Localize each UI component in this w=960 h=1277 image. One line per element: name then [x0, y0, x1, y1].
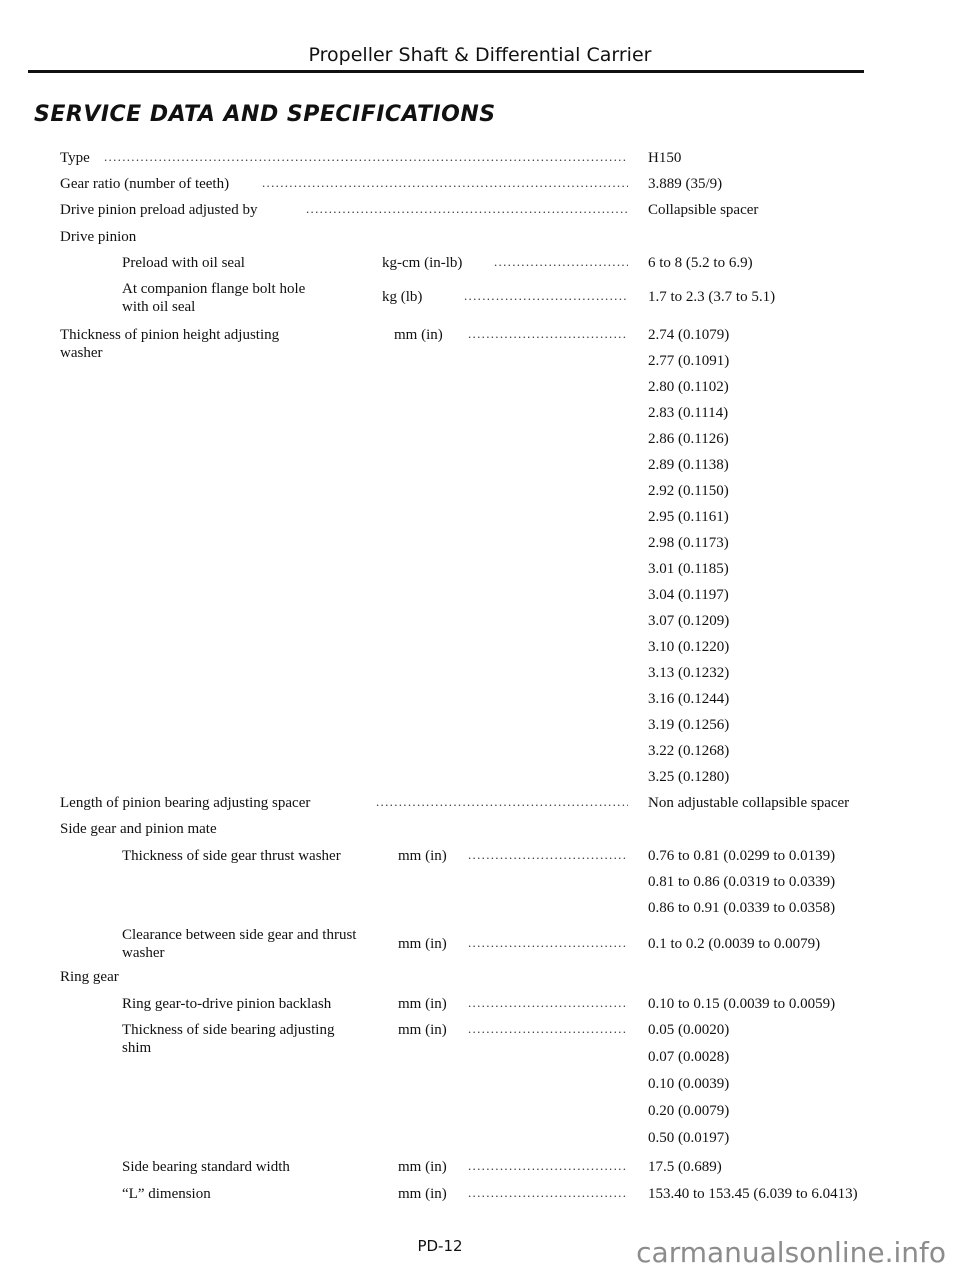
watermark: carmanualsonline.info: [636, 1236, 946, 1269]
label-companion-flange: At companion flange bolt hole: [122, 281, 306, 297]
unit-thrust-washer: mm (in): [398, 848, 447, 864]
value-pinion-washer-6: 2.89 (0.1138): [648, 457, 729, 473]
value-pinion-washer-11: 3.04 (0.1197): [648, 587, 729, 603]
label-drive-pinion: Drive pinion: [60, 229, 137, 245]
label-pinion-height-washer-line2: washer: [60, 345, 103, 361]
leader-dots: [468, 1021, 628, 1039]
value-pinion-washer-3: 2.80 (0.1102): [648, 379, 729, 395]
value-l-dimension: 153.40 to 153.45 (6.039 to 6.0413): [648, 1186, 858, 1202]
leader-dots: [494, 254, 628, 272]
label-gear-ratio: Gear ratio (number of teeth): [60, 176, 230, 192]
unit-companion-flange: kg (lb): [382, 289, 423, 305]
value-pinion-washer-1: 2.74 (0.1079): [648, 327, 730, 343]
value-gear-ratio: 3.889 (35/9): [648, 176, 723, 192]
unit-shim: mm (in): [398, 1022, 447, 1038]
value-pinion-washer-2: 2.77 (0.1091): [648, 353, 730, 369]
value-type: H150: [648, 150, 682, 166]
value-thrust-washer-1: 0.76 to 0.81 (0.0299 to 0.0139): [648, 848, 836, 864]
label-ring-gear: Ring gear: [60, 969, 119, 985]
leader-dots: [262, 175, 628, 193]
value-pinion-washer-16: 3.19 (0.1256): [648, 717, 730, 733]
value-shim-2: 0.07 (0.0028): [648, 1049, 730, 1065]
unit-l-dimension: mm (in): [398, 1186, 447, 1202]
value-pinion-washer-18: 3.25 (0.1280): [648, 769, 730, 785]
label-backlash: Ring gear-to-drive pinion backlash: [122, 996, 332, 1012]
value-pinion-washer-10: 3.01 (0.1185): [648, 561, 729, 577]
value-pinion-washer-4: 2.83 (0.1114): [648, 405, 729, 421]
value-clearance: 0.1 to 0.2 (0.0039 to 0.0079): [648, 936, 821, 952]
label-shim-line2: shim: [122, 1040, 152, 1056]
value-pinion-washer-5: 2.86 (0.1126): [648, 431, 729, 447]
value-shim-3: 0.10 (0.0039): [648, 1076, 730, 1092]
leader-dots: [468, 847, 628, 865]
label-clearance-line2: washer: [122, 945, 165, 961]
value-pinion-washer-8: 2.95 (0.1161): [648, 509, 729, 525]
value-backlash: 0.10 to 0.15 (0.0039 to 0.0059): [648, 996, 836, 1012]
unit-pinion-height-washer: mm (in): [394, 327, 443, 343]
value-pinion-washer-14: 3.13 (0.1232): [648, 665, 730, 681]
value-pinion-washer-9: 2.98 (0.1173): [648, 535, 729, 551]
label-preload-oil-seal: Preload with oil seal: [122, 255, 245, 271]
label-shim: Thickness of side bearing adjusting: [122, 1022, 335, 1038]
unit-bearing-width: mm (in): [398, 1159, 447, 1175]
header-rule: [28, 70, 864, 73]
leader-dots: [468, 935, 628, 953]
label-clearance: Clearance between side gear and thrust: [122, 927, 357, 943]
value-thrust-washer-2: 0.81 to 0.86 (0.0319 to 0.0339): [648, 874, 836, 890]
unit-preload-oil-seal: kg-cm (in-lb): [382, 255, 463, 271]
label-preload-adjusted-by: Drive pinion preload adjusted by: [60, 202, 258, 218]
value-pinion-washer-12: 3.07 (0.1209): [648, 613, 730, 629]
leader-dots: [468, 1158, 628, 1176]
label-companion-flange-line2: with oil seal: [122, 299, 196, 315]
value-companion-flange: 1.7 to 2.3 (3.7 to 5.1): [648, 289, 776, 305]
label-thrust-washer: Thickness of side gear thrust washer: [122, 848, 341, 864]
value-shim-5: 0.50 (0.0197): [648, 1130, 730, 1146]
section-title: SERVICE DATA AND SPECIFICATIONS: [34, 102, 496, 127]
leader-dots: [468, 326, 628, 344]
label-spacer-length: Length of pinion bearing adjusting spacer: [60, 795, 311, 811]
value-preload-adjusted-by: Collapsible spacer: [648, 202, 759, 218]
value-pinion-washer-13: 3.10 (0.1220): [648, 639, 730, 655]
value-bearing-width: 17.5 (0.689): [648, 1159, 722, 1175]
page-number: PD-12: [417, 1237, 463, 1255]
leader-dots: [464, 288, 628, 306]
unit-clearance: mm (in): [398, 936, 447, 952]
label-bearing-width: Side bearing standard width: [122, 1159, 290, 1175]
leader-dots: [468, 1185, 628, 1203]
unit-backlash: mm (in): [398, 996, 447, 1012]
value-preload-oil-seal: 6 to 8 (5.2 to 6.9): [648, 255, 753, 271]
page-header: Propeller Shaft & Differential Carrier: [308, 44, 652, 66]
value-spacer-length: Non adjustable collapsible spacer: [648, 795, 850, 811]
value-pinion-washer-17: 3.22 (0.1268): [648, 743, 730, 759]
value-pinion-washer-7: 2.92 (0.1150): [648, 483, 729, 499]
value-shim-4: 0.20 (0.0079): [648, 1103, 730, 1119]
label-l-dimension: “L” dimension: [122, 1186, 211, 1202]
label-pinion-height-washer: Thickness of pinion height adjusting: [60, 327, 280, 343]
value-thrust-washer-3: 0.86 to 0.91 (0.0339 to 0.0358): [648, 900, 836, 916]
leader-dots: [104, 149, 628, 167]
leader-dots: [306, 201, 628, 219]
leader-dots: [468, 995, 628, 1013]
label-side-gear: Side gear and pinion mate: [60, 821, 217, 837]
leader-dots: [376, 794, 628, 812]
value-pinion-washer-15: 3.16 (0.1244): [648, 691, 730, 707]
label-type: Type: [60, 150, 90, 166]
value-shim-1: 0.05 (0.0020): [648, 1022, 730, 1038]
